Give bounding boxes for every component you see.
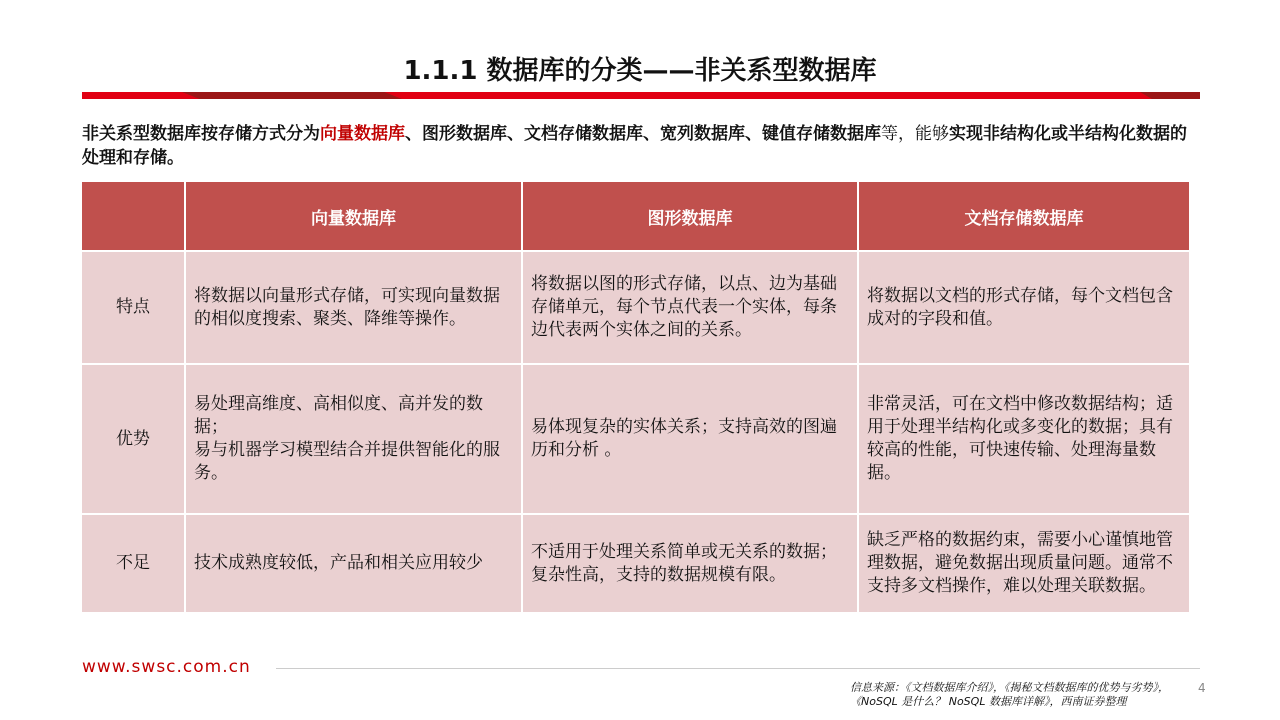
table-cell: 不适用于处理关系简单或无关系的数据；复杂性高，支持的数据规模有限。 [523,515,857,612]
page-title: 1.1.1 数据库的分类——非关系型数据库 [403,56,877,86]
table-header-row [82,182,1189,250]
title-divider [82,92,1200,99]
intro-part: 非关系型数据库按存储方式分为 [82,124,320,144]
row-label: 优势 [82,365,184,513]
table-row [82,515,1189,612]
header-cell: 向量数据库 [186,182,521,250]
row-label: 不足 [82,515,184,612]
page-number: 4 [1198,681,1206,695]
table-cell: 易体现复杂的实体关系；支持高效的图遍历和分析 。 [523,365,857,513]
header-cell: 图形数据库 [523,182,857,250]
table-cell: 将数据以向量形式存储，可实现向量数据的相似度搜索、聚类、降维等操作。 [186,252,521,363]
intro-part: 等，能够 [881,124,949,144]
website-link[interactable]: www.swsc.com.cn [82,657,251,677]
header-cell: 文档存储数据库 [859,182,1189,250]
table-row [82,365,1189,513]
header-cell [82,182,184,250]
table-cell: 非常灵活，可在文档中修改数据结构；适用于处理半结构化或多变化的数据；具有较高的性能，可快速传输、处理海量数据。 [859,365,1189,513]
intro-part: 、图形数据库、文档存储数据库、宽列数据库、键值存储数据库 [405,124,881,144]
intro-part: 实现非结构化或半结构化数据的处理和存储。 [82,124,1187,168]
table-cell: 易处理高维度、高相似度、高并发的数据； 易与机器学习模型结合并提供智能化的服务。 [186,365,521,513]
table-cell: 将数据以图的形式存储，以点、边为基础存储单元，每个节点代表一个实体，每条边代表两个实体之间的关系。 [523,252,857,363]
footer-divider [276,668,1200,669]
source-line: 《NoSQL 是什么？ NoSQL 数据库详解》，西南证券整理 [850,695,1127,708]
table-cell: 缺乏严格的数据约束，需要小心谨慎地管理数据，避免数据出现质量问题。通常不支持多文档操作，难以处理关联数据。 [859,515,1189,612]
source-line: 信息来源：《文档数据库介绍》，《揭秘文档数据库的优势与劣势》， [850,681,1169,694]
comparison-table [80,180,1191,614]
row-label: 特点 [82,252,184,363]
table-cell: 将数据以文档的形式存储，每个文档包含成对的字段和值。 [859,252,1189,363]
table-cell: 技术成熟度较低，产品和相关应用较少 [186,515,521,612]
intro-text [82,122,1202,170]
table-row [82,252,1189,363]
intro-highlight: 向量数据库 [320,124,405,144]
source-note [850,681,1169,709]
